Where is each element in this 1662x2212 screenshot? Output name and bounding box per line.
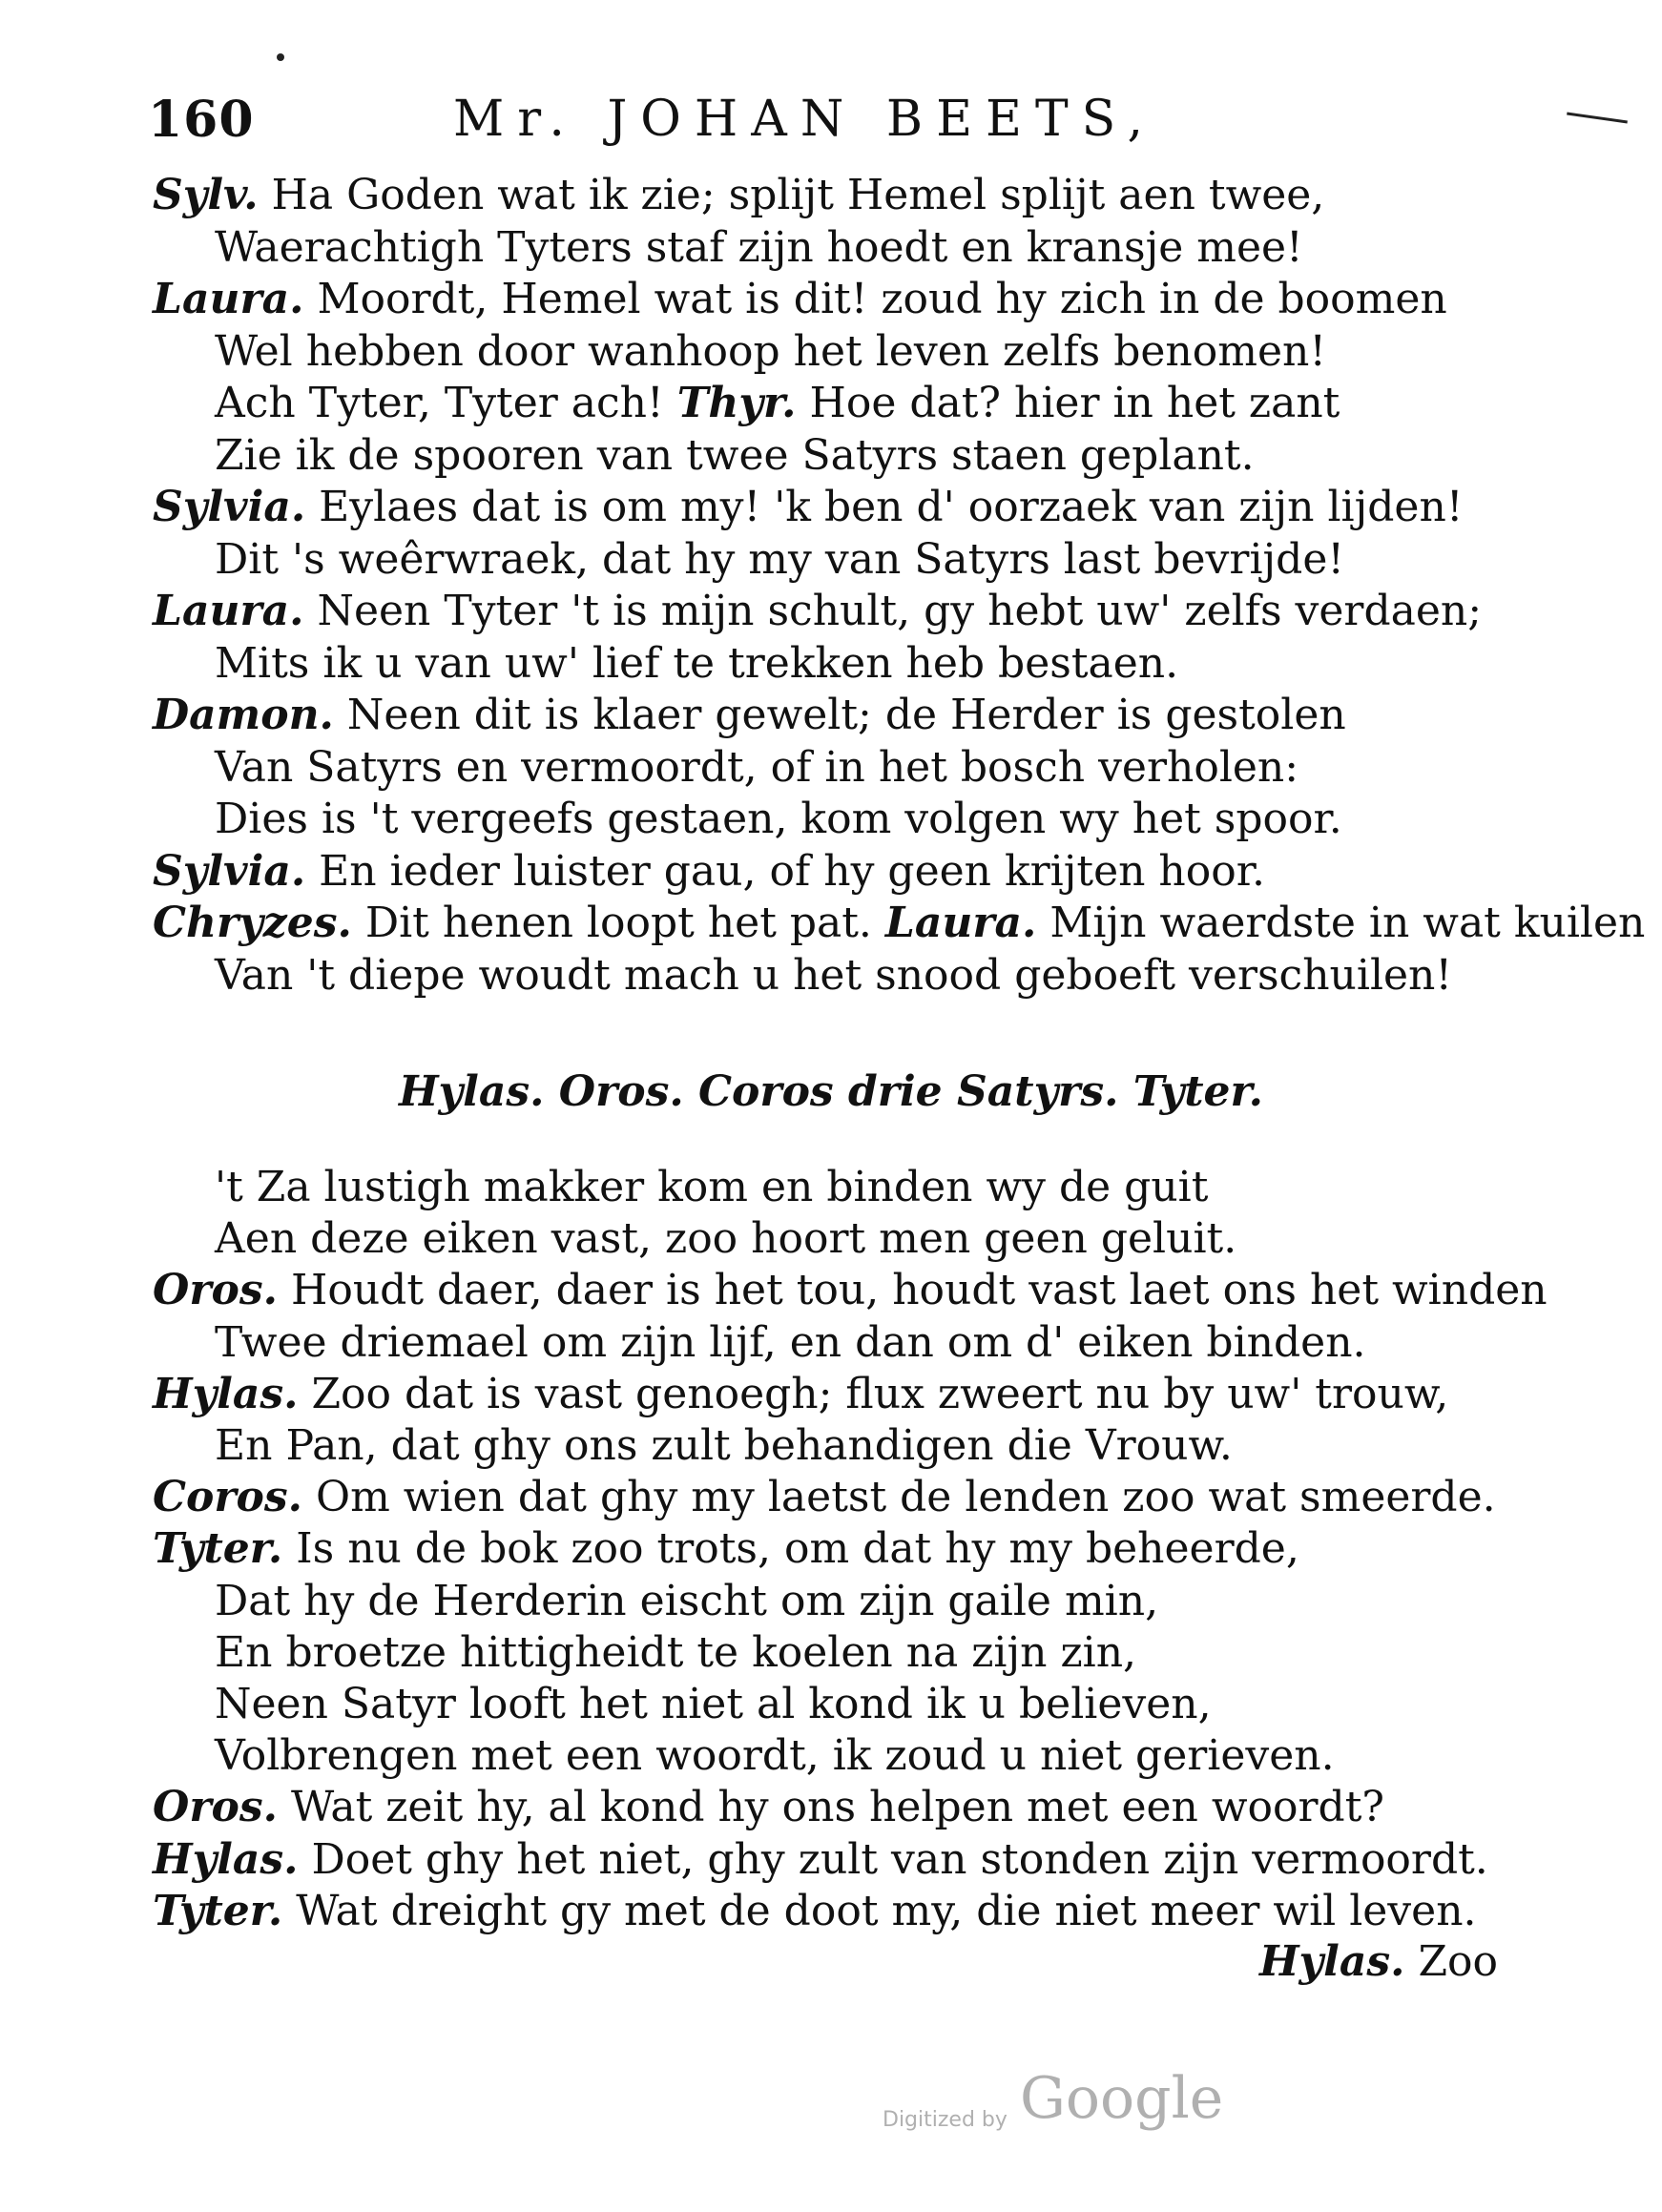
verse-text: Zie ik de spooren van twee Satyrs staen geplant. [215, 430, 1255, 480]
speaker-name: Laura. [153, 587, 304, 635]
verse-text: Dit henen loopt het pat. [364, 899, 872, 947]
speaker-name: Sylvia. [153, 846, 306, 896]
speaker-name: Coros. [153, 1473, 302, 1522]
verse-text: Hoe dat? hier in het zant [809, 379, 1340, 427]
verse-text: Waerachtigh Tyters staf zijn hoedt en kransje mee! [215, 222, 1303, 272]
margin-mark [1567, 113, 1628, 124]
verse-text: 't Za lustigh makker kom en binden wy de guit [215, 1163, 1209, 1211]
verse-text: Eylaes dat is om my! 'k ben d' oorzaek van zijn lijden! [319, 483, 1464, 531]
verse-line [215, 1162, 1569, 1213]
verse-line [153, 1265, 1548, 1316]
verse-text: Neen dit is klaer gewelt; de Herder is gestolen [346, 691, 1346, 739]
verse-text: Houdt daer, daer is het tou, houdt vast laet ons het winden [290, 1266, 1548, 1315]
verse-line [153, 1834, 1507, 1886]
speaker-name: Laura. [884, 899, 1037, 947]
speaker-name: Thyr. [676, 379, 797, 427]
verse-line [215, 1213, 1569, 1265]
verse-text: En broetze hittigheidt te koelen na zijn zin, [215, 1627, 1137, 1677]
scene-heading: Hylas. Oros. Coros drie Satyrs. Tyter. [398, 1067, 1264, 1116]
verse-line [153, 482, 1507, 533]
google-logo: Google [1020, 2065, 1224, 2132]
verse-text: Aen deze eiken vast, zoo hoort men geen geluit. [215, 1214, 1237, 1264]
verse-line [215, 950, 1569, 1002]
digitized-by-watermark [883, 2065, 1223, 2141]
ink-speck [277, 53, 284, 61]
verse-line [215, 222, 1569, 274]
running-head: Mr. JOHAN BEETS, [453, 91, 1156, 148]
verse-text: Dit 's weêrwraek, dat hy my van Satyrs last bevrijde! [215, 534, 1345, 584]
verse-line [215, 1627, 1569, 1679]
verse-text: Dat hy de Herderin eischt om zijn gaile min, [215, 1576, 1159, 1625]
verse-line [153, 1472, 1507, 1523]
verse-text: Zoo dat is vast genoegh; flux zweert nu by uw' trouw, [311, 1369, 1449, 1418]
verse-line [153, 586, 1507, 637]
page-number: 160 [148, 91, 255, 149]
verse-line [153, 1369, 1507, 1420]
digitized-by-text: Digitized by [883, 2108, 1008, 2132]
verse-text: Volbrengen met een woordt, ik zoud u niet gerieven. [215, 1731, 1335, 1781]
verse-text: En Pan, dat ghy ons zult behandigen die Vrouw. [215, 1421, 1233, 1470]
verse-line [153, 274, 1507, 325]
verse-text: Wat dreight gy met de doot my, die niet meer wil leven. [296, 1886, 1477, 1935]
verse-text: Doet ghy het niet, ghy zult van stonden zijn vermoordt. [311, 1834, 1488, 1884]
verse-line [215, 1576, 1569, 1627]
verse-text: Mijn waerdste in wat kuilen [1049, 899, 1646, 947]
catchword-speaker: Hylas. [1258, 1937, 1405, 1986]
verse-line [215, 638, 1569, 690]
verse-line [215, 1730, 1569, 1782]
verse-text: Van 't diepe woudt mach u het snood geboeft verschuilen! [215, 950, 1453, 1000]
speaker-name: Hylas. [153, 1369, 299, 1418]
catchword [1259, 1936, 1498, 1988]
verse-line [153, 1523, 1507, 1575]
verse-text: Twee driemael om zijn lijf, en dan om d' eiken binden. [215, 1317, 1366, 1367]
verse-line [215, 1420, 1569, 1472]
verse-text: Wat zeit hy, al kond hy ons helpen met een woordt? [290, 1783, 1384, 1832]
speaker-name: Sylvia. [153, 483, 306, 531]
verse-text: Moordt, Hemel wat is dit! zoud hy zich in de boomen [317, 275, 1447, 323]
verse-text: Mits ik u van uw' lief te trekken heb bestaen. [215, 638, 1179, 688]
verse-text: Is nu de bok zoo trots, om dat hy my beheerde, [296, 1524, 1299, 1574]
page-header [148, 91, 1255, 157]
speaker-name: Chryzes. [153, 899, 352, 947]
verse-text: Ha Goden wat ik zie; splijt Hemel splijt aen twee, [271, 171, 1325, 219]
verse-text: Neen Tyter 't is mijn schult, gy hebt uw' zelfs verdaen; [317, 587, 1483, 635]
verse-text: Dies is 't vergeefs gestaen, kom volgen wy het spoor. [215, 795, 1342, 843]
speaker-name: Hylas. [153, 1834, 299, 1884]
verse-text: Om wien dat ghy my laetst de lenden zoo wat smeerde. [316, 1473, 1496, 1522]
speaker-name: Sylv. [153, 171, 259, 219]
verse-line [215, 430, 1569, 482]
verse-line [153, 1782, 1507, 1833]
verse-text: Ach Tyter, Tyter ach! [215, 379, 664, 427]
speaker-name: Oros. [153, 1783, 278, 1832]
verse-text: En ieder luister gau, of hy geen krijten hoor. [319, 846, 1265, 896]
verse-line [215, 742, 1569, 794]
speaker-name: Tyter. [153, 1886, 283, 1935]
verse-line [153, 690, 1507, 741]
speaker-name: Damon. [153, 691, 334, 739]
verse-line [215, 1679, 1569, 1730]
speaker-name: Oros. [153, 1266, 278, 1315]
verse-line [153, 170, 1507, 221]
verse-line [215, 794, 1569, 845]
speaker-name: Laura. [153, 275, 304, 323]
verse-line [215, 534, 1569, 586]
verse-line [215, 1317, 1569, 1369]
catchword-text: Zoo [1418, 1937, 1498, 1986]
verse-line [153, 898, 1646, 949]
verse-text: Wel hebben door wanhoop het leven zelfs benomen! [215, 326, 1327, 376]
verse-text: Van Satyrs en vermoordt, of in het bosch verholen: [215, 742, 1299, 792]
verse-line [215, 378, 1569, 429]
speaker-name: Tyter. [153, 1524, 283, 1574]
verse-line [215, 326, 1569, 378]
verse-line [153, 846, 1507, 898]
verse-line [153, 1886, 1507, 1937]
verse-text: Neen Satyr looft het niet al kond ik u believen, [215, 1680, 1212, 1728]
